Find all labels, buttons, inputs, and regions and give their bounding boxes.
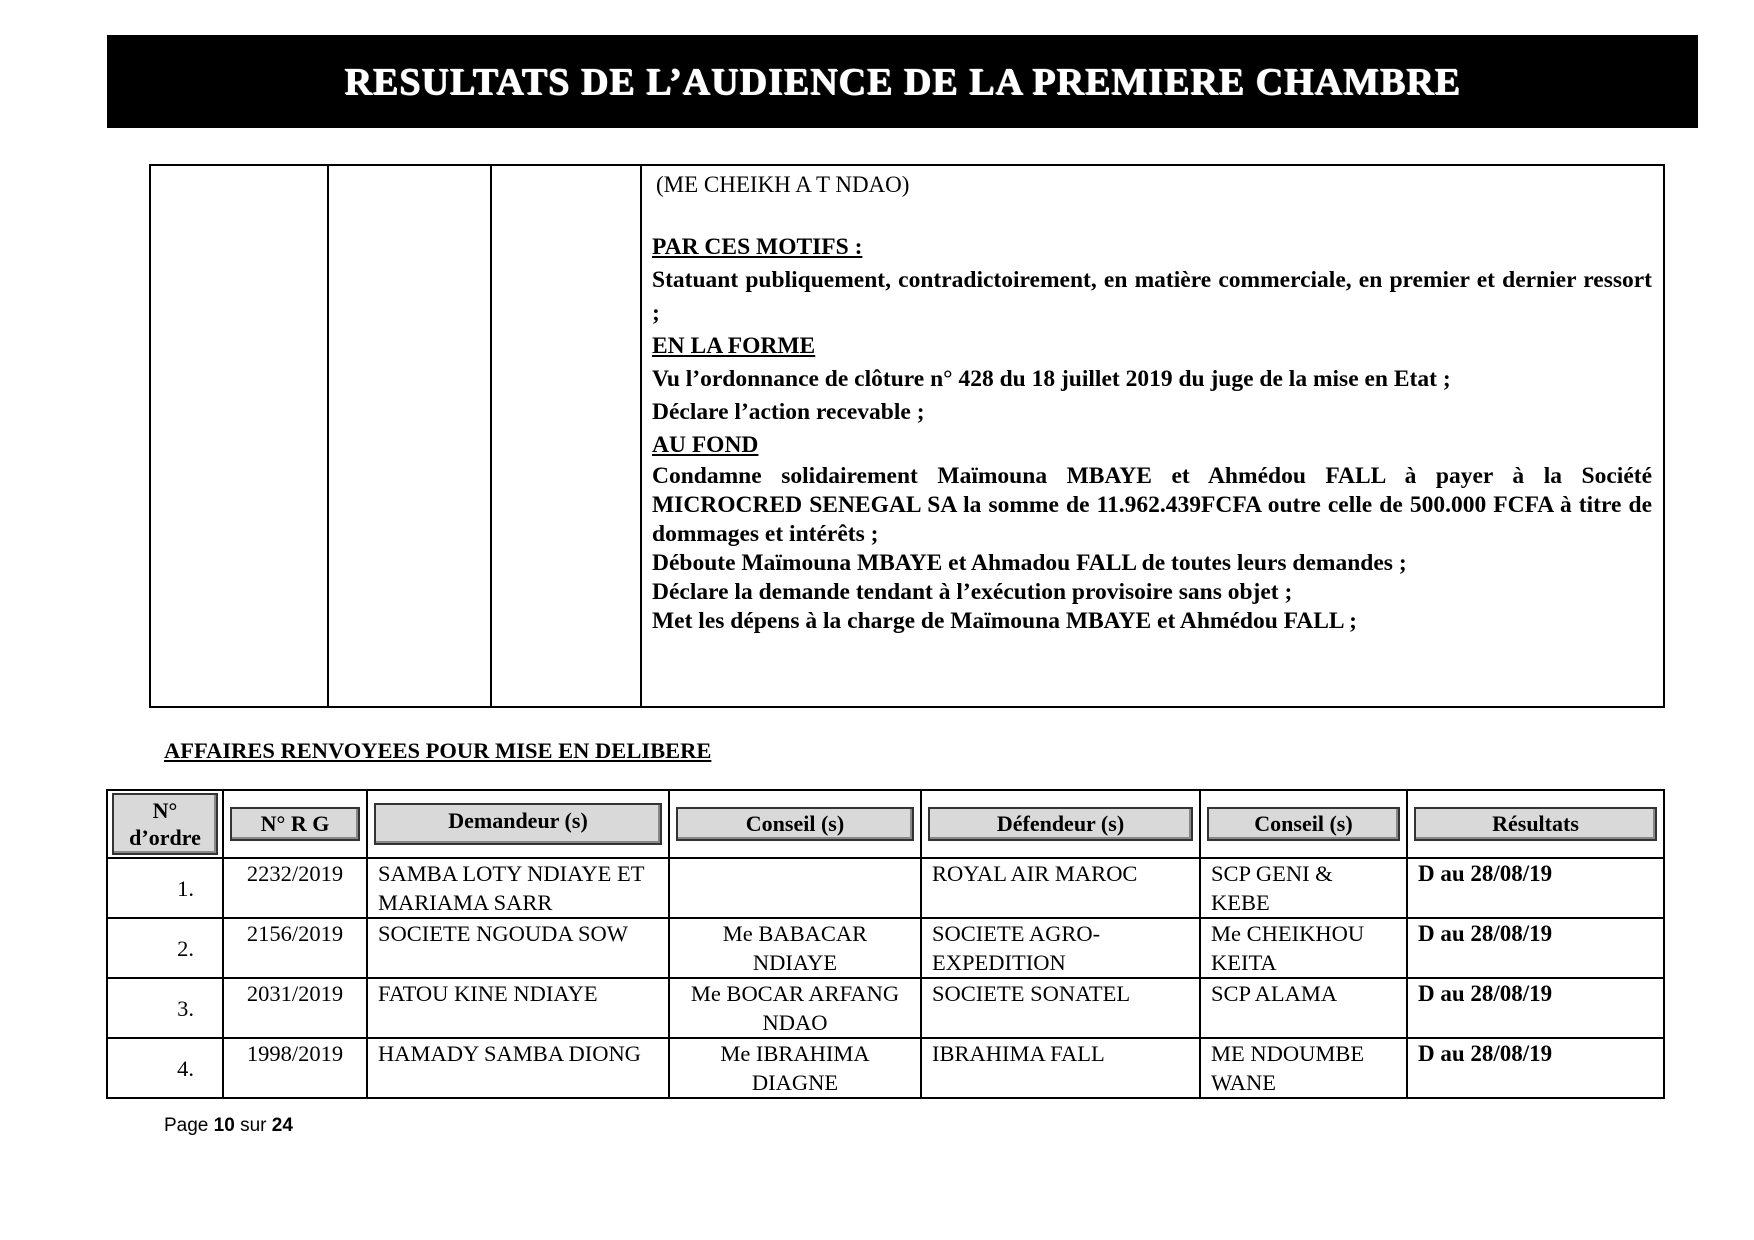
statuant-paragraph: Statuant publiquement, contradictoirement, en matière commerciale, en premier et dernier ressort ; — [652, 267, 1652, 326]
cell-rg: 1998/2019 — [223, 1038, 367, 1098]
motifs-cell — [641, 165, 1664, 707]
page-header-banner — [107, 35, 1698, 128]
cell-conseil-demandeur: Me BABACAR NDIAYE — [669, 918, 921, 978]
col-header-demandeur: Demandeur (s) — [367, 790, 669, 858]
cell-defendeur: SOCIETE AGRO-EXPEDITION — [921, 918, 1200, 978]
col-header-defendeur: Défendeur (s) — [921, 790, 1200, 858]
cell-conseil-defendeur: SCP GENI & KEBE — [1200, 858, 1407, 918]
en-la-forme-heading: EN LA FORME — [652, 333, 816, 359]
col-header-resultats: Résultats — [1407, 790, 1664, 858]
cell-resultat: D au 28/08/19 — [1407, 978, 1664, 1038]
footer-page-total: 24 — [271, 1115, 293, 1136]
execution-line: Déclare la demande tendant à l’exécution provisoire sans objet ; — [652, 579, 1293, 605]
col-header-ordre: N° d’ordre — [107, 790, 223, 858]
col-header-conseil-1: Conseil (s) — [669, 790, 921, 858]
cell-defendeur: SOCIETE SONATEL — [921, 978, 1200, 1038]
empty-cell-ordre — [150, 165, 328, 707]
page-footer — [164, 1115, 293, 1137]
footer-sur-label: sur — [240, 1115, 267, 1136]
cell-rg: 2156/2019 — [223, 918, 367, 978]
cell-ordre: 2. — [107, 918, 223, 978]
cell-rg: 2232/2019 — [223, 858, 367, 918]
par-ces-motifs-heading: PAR CES MOTIFS : — [652, 234, 863, 260]
deboute-line: Déboute Maïmouna MBAYE et Ahmadou FALL de toutes leurs demandes ; — [652, 550, 1407, 576]
declare-recevable-line: Déclare l’action recevable ; — [652, 399, 925, 425]
cell-resultat: D au 28/08/19 — [1407, 858, 1664, 918]
au-fond-heading: AU FOND — [652, 432, 759, 458]
col-header-conseil-2: Conseil (s) — [1200, 790, 1407, 858]
cell-defendeur: ROYAL AIR MAROC — [921, 858, 1200, 918]
depens-line: Met les dépens à la charge de Maïmouna MBAYE et Ahmédou FALL ; — [652, 608, 1357, 634]
counsel-name: (ME CHEIKH A T NDAO) — [656, 172, 910, 197]
col-header-rg: N° R G — [223, 790, 367, 858]
motifs-text — [642, 168, 1663, 636]
cell-conseil-defendeur: Me CHEIKHOU KEITA — [1200, 918, 1407, 978]
table-row — [107, 858, 1664, 918]
condamne-paragraph: Condamne solidairement Maïmouna MBAYE et Ahmédou FALL à payer à la Société MICROCRED SENEGAL SA la somme de 11.962.439FCFA outre celle de 500.000 FCFA à titre de dommages et intérêts ; — [652, 463, 1652, 547]
cell-demandeur: HAMADY SAMBA DIONG — [367, 1038, 669, 1098]
cell-conseil-defendeur: ME NDOUMBE WANE — [1200, 1038, 1407, 1098]
cell-conseil-demandeur — [669, 858, 921, 918]
empty-cell-rg — [328, 165, 491, 707]
cell-demandeur: FATOU KINE NDIAYE — [367, 978, 669, 1038]
cell-demandeur: SOCIETE NGOUDA SOW — [367, 918, 669, 978]
cell-ordre: 1. — [107, 858, 223, 918]
vu-ordonnance-line: Vu l’ordonnance de clôture n° 428 du 18 juillet 2019 du juge de la mise en Etat ; — [652, 366, 1451, 392]
cell-conseil-demandeur: Me IBRAHIMA DIAGNE — [669, 1038, 921, 1098]
cell-conseil-demandeur: Me BOCAR ARFANG NDAO — [669, 978, 921, 1038]
cell-resultat: D au 28/08/19 — [1407, 918, 1664, 978]
section-title: AFFAIRES RENVOYEES POUR MISE EN DELIBERE — [164, 738, 712, 763]
cell-defendeur: IBRAHIMA FALL — [921, 1038, 1200, 1098]
footer-page-number: 10 — [213, 1115, 235, 1136]
cell-rg: 2031/2019 — [223, 978, 367, 1038]
table-row — [107, 1038, 1664, 1098]
cell-ordre: 4. — [107, 1038, 223, 1098]
previous-case-table — [149, 164, 1665, 708]
empty-cell-parties — [491, 165, 641, 707]
cell-conseil-defendeur: SCP ALAMA — [1200, 978, 1407, 1038]
footer-page-label: Page — [164, 1115, 209, 1136]
table-header-row — [107, 790, 1664, 858]
deliberation-table — [106, 789, 1665, 1099]
page-header-title: RESULTATS DE L’AUDIENCE DE LA PREMIERE CHAMBRE — [344, 60, 1461, 103]
cell-resultat: D au 28/08/19 — [1407, 1038, 1664, 1098]
table-row — [107, 918, 1664, 978]
table-row — [107, 978, 1664, 1038]
cell-demandeur: SAMBA LOTY NDIAYE ET MARIAMA SARR — [367, 858, 669, 918]
cell-ordre: 3. — [107, 978, 223, 1038]
